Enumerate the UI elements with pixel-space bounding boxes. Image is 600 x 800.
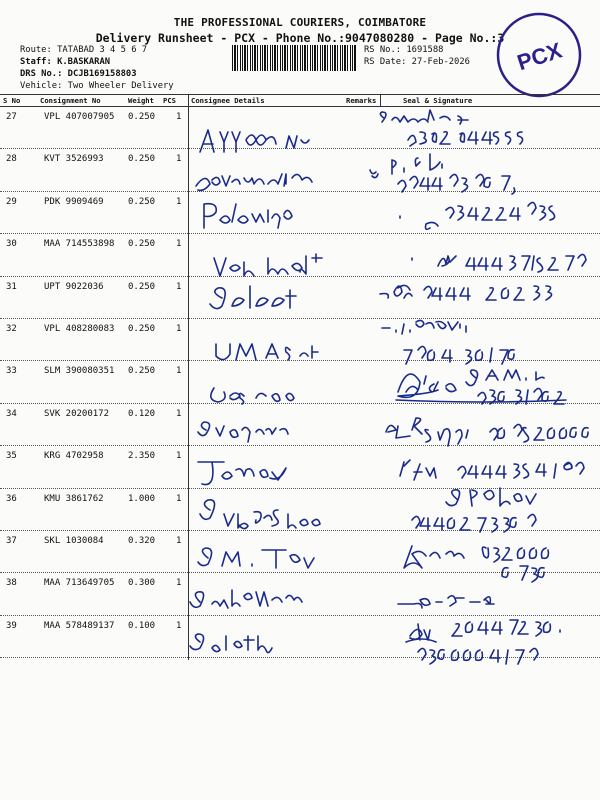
row-consignment-no: MAA 713649705 bbox=[44, 578, 115, 589]
signature-28 bbox=[372, 154, 442, 178]
row-weight: 0.320 bbox=[128, 536, 156, 546]
company-title: THE PROFESSIONAL COURIERS, COIMBATORE bbox=[173, 16, 427, 29]
row-pcs: 1 bbox=[176, 281, 182, 292]
row-sno: 32 bbox=[6, 324, 17, 334]
handwritten-name-29 bbox=[204, 204, 292, 228]
signature-37-phone bbox=[502, 566, 544, 582]
row-consignment-no: KVT 3526993 bbox=[44, 154, 104, 165]
signature-28-phone bbox=[398, 174, 515, 194]
rs-date: RS Date: 27-Feb-2026 bbox=[364, 57, 470, 67]
rs-number: RS No.: 1691588 bbox=[364, 45, 444, 55]
signature-38 bbox=[398, 596, 494, 608]
row-sno: 37 bbox=[6, 536, 17, 546]
handwritten-name-34 bbox=[198, 422, 288, 442]
signature-35 bbox=[400, 460, 436, 480]
row-sno: 38 bbox=[6, 578, 17, 589]
signature-27-phone bbox=[408, 132, 523, 146]
row-pcs: 1 bbox=[176, 366, 182, 377]
row-sno: 36 bbox=[6, 493, 17, 504]
drs-number: DRS No.: DCJB169158803 bbox=[20, 69, 137, 79]
handwritten-name-37 bbox=[198, 548, 314, 568]
signature-29 bbox=[400, 202, 555, 229]
handwritten-name-38 bbox=[190, 590, 302, 608]
row-weight: 0.250 bbox=[128, 196, 156, 207]
handwritten-name-33 bbox=[211, 388, 294, 404]
col-consignee: Consignee Details bbox=[191, 96, 265, 105]
handwritten-name-27 bbox=[200, 130, 309, 152]
row-sno: 33 bbox=[6, 366, 17, 377]
row-weight: 0.250 bbox=[128, 324, 156, 334]
row-pcs: 1 bbox=[176, 578, 182, 589]
col-sno: S No bbox=[3, 96, 21, 105]
col-remarks: Remarks bbox=[346, 96, 377, 105]
staff-text: Staff: K.BASKARAN bbox=[20, 57, 111, 67]
signature-27 bbox=[380, 110, 468, 124]
signature-36 bbox=[446, 488, 536, 506]
row-pcs: 1 bbox=[176, 536, 182, 546]
handwritten-name-35 bbox=[198, 462, 286, 485]
row-weight: 0.250 bbox=[128, 366, 156, 377]
row-pcs: 1 bbox=[176, 154, 182, 165]
row-weight: 2.350 bbox=[128, 451, 156, 462]
signature-35-phone bbox=[458, 462, 584, 478]
row-pcs: 1 bbox=[176, 196, 182, 207]
signature-33-phone bbox=[466, 370, 564, 404]
signature-36-phone bbox=[412, 514, 536, 532]
signature-32-phone bbox=[404, 346, 514, 364]
row-consignment-no: PDK 9909469 bbox=[44, 196, 104, 207]
handwritten-name-30 bbox=[214, 254, 322, 276]
row-consignment-no: VPL 408280083 bbox=[44, 324, 115, 334]
stamp-text: PCX bbox=[514, 37, 565, 76]
row-weight: 0.250 bbox=[128, 281, 156, 292]
row-pcs: 1 bbox=[176, 493, 182, 504]
row-weight: 0.100 bbox=[128, 620, 156, 631]
row-consignment-no: SKL 1030084 bbox=[44, 536, 104, 546]
row-weight: 1.000 bbox=[128, 493, 156, 504]
row-pcs: 1 bbox=[176, 408, 182, 419]
signature-31 bbox=[380, 285, 552, 300]
handwritten-name-36 bbox=[200, 500, 320, 529]
vehicle-text: Vehicle: Two Wheeler Delivery bbox=[20, 81, 174, 91]
handwritten-name-39 bbox=[190, 634, 272, 653]
signature-37 bbox=[404, 546, 548, 568]
row-consignment-no: MAA 578489137 bbox=[44, 620, 115, 631]
row-sno: 30 bbox=[6, 239, 17, 250]
row-pcs: 1 bbox=[176, 324, 182, 334]
row-weight: 0.250 bbox=[128, 154, 156, 165]
row-pcs: 1 bbox=[176, 620, 182, 631]
row-sno: 35 bbox=[6, 451, 17, 462]
arrow-mark-28 bbox=[370, 170, 376, 174]
signature-39 bbox=[406, 624, 436, 642]
row-consignment-no: VPL 407007905 bbox=[44, 112, 115, 122]
signature-32 bbox=[382, 320, 466, 334]
row-weight: 0.250 bbox=[128, 239, 156, 250]
col-pcs: PCS bbox=[163, 96, 176, 105]
row-consignment-no: SVK 20200172 bbox=[44, 408, 110, 419]
signature-39-phone-2 bbox=[418, 648, 538, 664]
runsheet-subtitle: Delivery Runsheet - PCX - Phone No.:9047080280 - Page No.:3 bbox=[95, 31, 505, 45]
row-consignment-no: KRG 4702958 bbox=[44, 451, 104, 462]
row-sno: 31 bbox=[6, 281, 17, 292]
row-sno: 28 bbox=[6, 154, 17, 165]
row-sno: 27 bbox=[6, 112, 17, 122]
signature-30 bbox=[412, 254, 586, 272]
row-weight: 0.250 bbox=[128, 112, 156, 122]
signature-34 bbox=[386, 418, 468, 446]
row-consignment-no: KMU 3861762 bbox=[44, 493, 104, 504]
handwritten-name-32 bbox=[216, 344, 318, 360]
row-weight: 0.300 bbox=[128, 578, 156, 589]
route-text: Route: TATABAD 3 4 5 6 7 bbox=[20, 45, 148, 55]
col-weight: Weight bbox=[128, 96, 154, 105]
row-pcs: 1 bbox=[176, 112, 182, 122]
col-consignment: Consignment No bbox=[40, 96, 101, 105]
row-weight: 0.120 bbox=[128, 408, 156, 419]
handwritten-name-31 bbox=[210, 286, 296, 309]
row-consignment-no: SLM 390080351 bbox=[44, 366, 115, 377]
row-consignment-no: UPT 9022036 bbox=[44, 281, 104, 292]
row-pcs: 1 bbox=[176, 239, 182, 250]
row-pcs: 1 bbox=[176, 451, 182, 462]
col-signature: Seal & Signature bbox=[403, 96, 473, 105]
handwritten-name-28 bbox=[196, 174, 312, 190]
signature-34-phone bbox=[490, 424, 588, 442]
signature-39-phone bbox=[452, 620, 560, 636]
row-sno: 39 bbox=[6, 620, 17, 631]
row-consignment-no: MAA 714553898 bbox=[44, 239, 115, 250]
row-sno: 34 bbox=[6, 408, 17, 419]
row-sno: 29 bbox=[6, 196, 17, 207]
